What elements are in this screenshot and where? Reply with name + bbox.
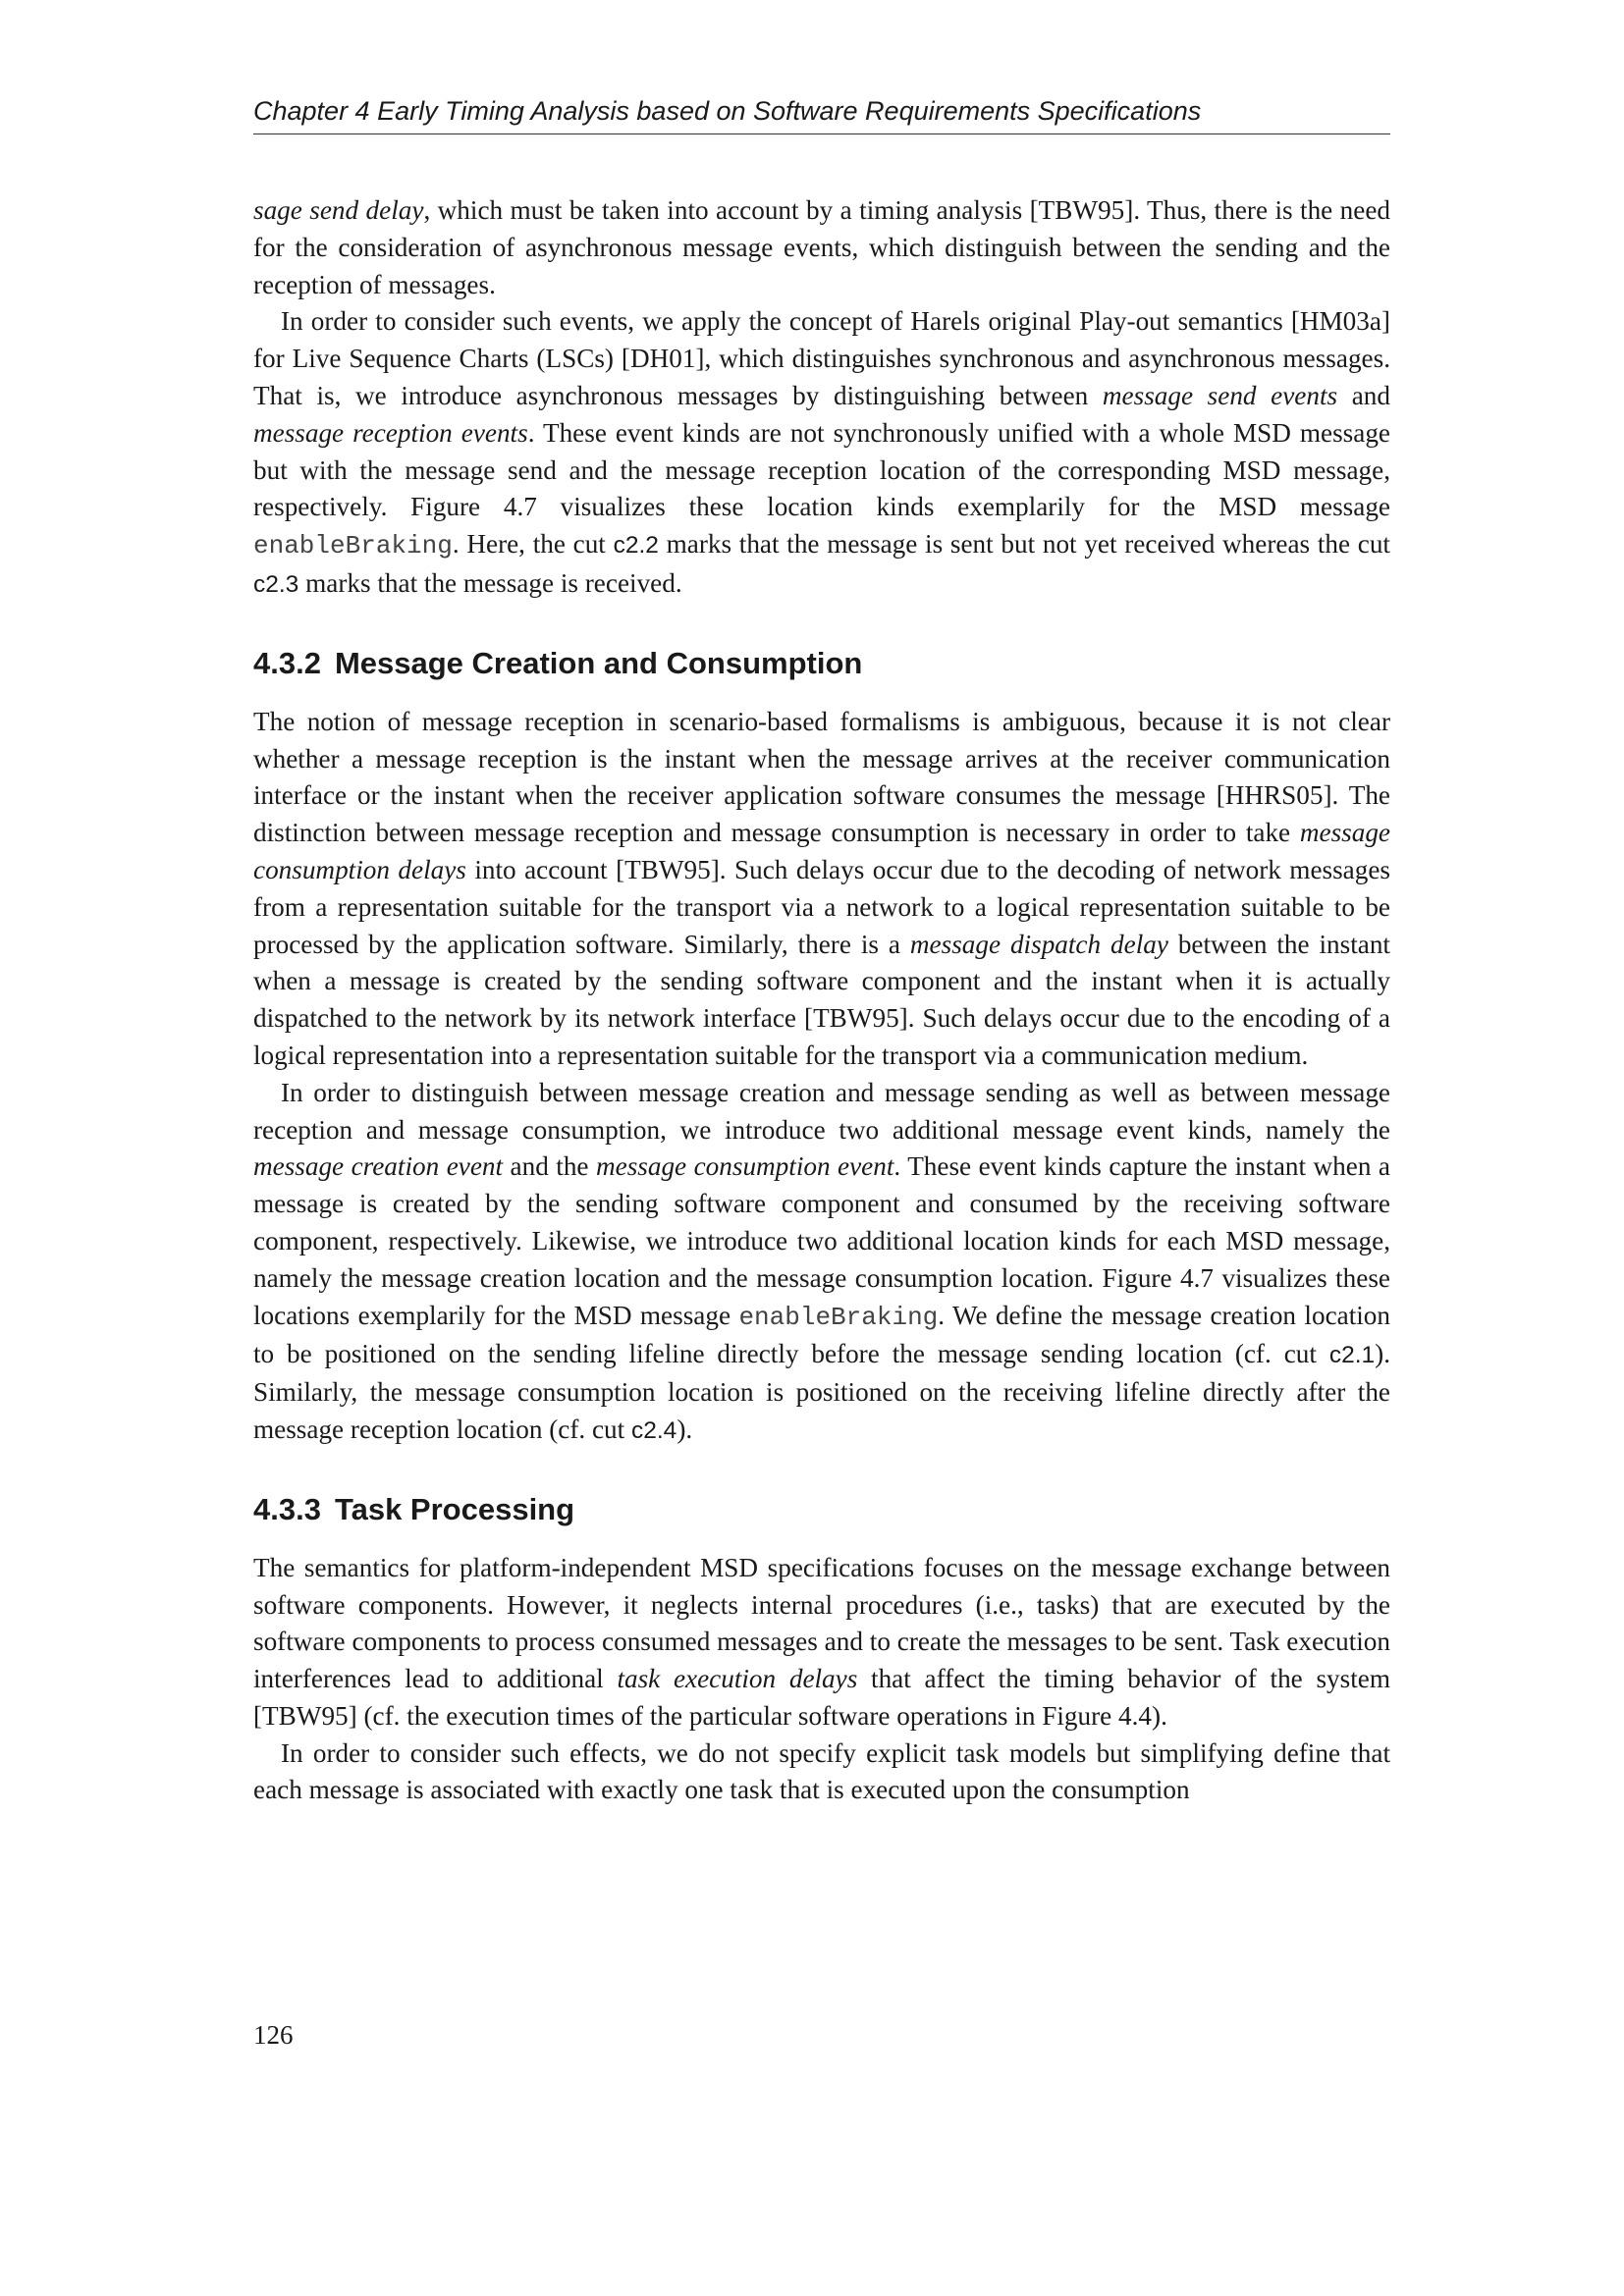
code-term: enableBraking bbox=[253, 531, 453, 561]
paragraph: The semantics for platform-independent MSD specifications focuses on the message exchange between software components. However, it neglects internal procedures (i.e., tasks) that are executed by the software components to process consumed messages and to create the messages to be sent. Task execution interferences lead to additional task execution delays that affect the timing behavior of the system [TBW95] (cf. the execution times of the particular software operations in Figure 4.4). bbox=[253, 1552, 1390, 1731]
section-heading bbox=[253, 645, 1390, 682]
section-heading bbox=[253, 1491, 1390, 1528]
emphasis: task execution delays bbox=[617, 1664, 858, 1694]
emphasis: message consumption event bbox=[596, 1151, 894, 1182]
emphasis: message reception events bbox=[253, 417, 528, 448]
section-number: 4.3.3 bbox=[253, 1491, 321, 1526]
emphasis: sage send delay bbox=[253, 195, 424, 225]
cut-label: c2.1 bbox=[1328, 1342, 1376, 1369]
page-number: 126 bbox=[253, 2020, 294, 2050]
cut-label: c2.3 bbox=[253, 570, 299, 598]
cut-label: c2.2 bbox=[613, 532, 659, 560]
section-number: 4.3.2 bbox=[253, 645, 321, 680]
paragraph: sage send delay, which must be taken into account by a timing analysis [TBW95]. Thus, there is the need for the consideration of asynchronous message events, which distinguish between the sending and the reception of messages. bbox=[253, 195, 1391, 299]
emphasis: message send events bbox=[1102, 380, 1338, 410]
paragraph: The notion of message reception in scenario-based formalisms is ambiguous, because it is not clear whether a message reception is the instant when the message arrives at the receiver communication interface or the instant when the receiver application software consumes the message [HHRS05]. The distinction between message reception and message consumption is necessary in order to take message consumption delays into account [TBW95]. Such delays occur due to the decoding of network messages from a representation suitable for the transport via a network to a logical representation suitable to be processed by the application software. Similarly, there is a message dispatch delay between the instant when a message is created by the sending software component and the instant when it is actually dispatched to the network by its network interface [TBW95]. Such delays occur due to the encoding of a logical representation into a representation suitable for the transport via a communication medium. bbox=[253, 706, 1390, 1070]
paragraph: In order to consider such events, we apply the concept of Harels original Play-out semantics [HM03a] for Live Sequence Charts (LSCs) [DH01], which distinguishes synchronous and asynchronous messages. That is, we introduce asynchronous messages by distinguishing between message send events and message reception events. These event kinds are not synchronously unified with a whole MSD message but with the message send and the message reception location of the corresponding MSD message, respectively. Figure 4.7 visualizes these location kinds exemplarily for the MSD message enableBraking. Here, the cut c2.2 marks that the message is sent but not yet received whereas the cut c2.3 marks that the message is received. bbox=[253, 306, 1390, 598]
emphasis: message consumption delays bbox=[253, 818, 1390, 884]
cut-label: c2.4 bbox=[631, 1416, 677, 1444]
section-title: Task Processing bbox=[334, 1491, 575, 1526]
body-text bbox=[253, 192, 1390, 1809]
emphasis: message creation event bbox=[253, 1151, 504, 1182]
paragraph: In order to consider such effects, we do not specify explicit task models but simplifying define that each message is associated with exactly one task that is executed upon the consumption bbox=[253, 1737, 1390, 1805]
running-header: Chapter 4 Early Timing Analysis based on Software Requirements Specifications bbox=[253, 94, 1390, 134]
paragraph: In order to distinguish between message creation and message sending as well as between message reception and message consumption, we introduce two additional message event kinds, namely the message creation event and the message consumption event. These event kinds capture the instant when a message is created by the sending software component and consumed by the receiving software component, respectively. Likewise, we introduce two additional location kinds for each MSD message, namely the message creation location and the message consumption location. Figure 4.7 visualizes these locations exemplarily for the MSD message enableBraking. We define the message creation location to be positioned on the sending lifeline directly before the message sending location (cf. cut c2.1). Similarly, the message consumption location is positioned on the receiving lifeline directly after the message reception location (cf. cut c2.4). bbox=[253, 1077, 1390, 1444]
code-term: enableBraking bbox=[738, 1302, 939, 1332]
section-title: Message Creation and Consumption bbox=[334, 645, 863, 680]
emphasis: message dispatch delay bbox=[909, 929, 1168, 959]
